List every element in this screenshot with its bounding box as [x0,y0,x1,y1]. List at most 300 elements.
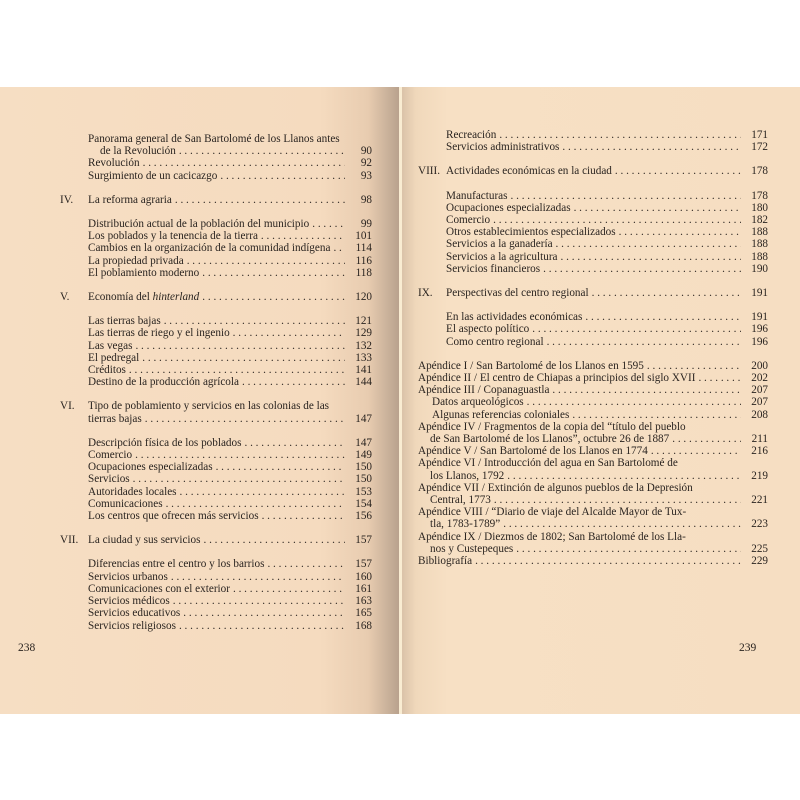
entry-title: Otros establecimientos especializados [446,226,616,239]
dot-leader [475,555,741,567]
entry-body [88,170,348,182]
toc-appendix-entry[interactable] [418,457,768,481]
entry-title-continued: los Llanos, 1792 [430,469,505,482]
entry-body [446,214,744,226]
dot-leader [543,263,741,275]
dot-leader [615,165,741,177]
dot-leader [129,364,345,376]
entry-body [446,323,744,335]
toc-section-entry[interactable] [60,595,372,607]
dot-leader [135,340,345,352]
entry-body [432,409,744,421]
entry-page-number: 160 [355,570,372,583]
entry-line [60,486,372,498]
entry-page-number: 191 [751,287,768,300]
dot-leader [516,543,741,555]
dot-leader [135,449,345,461]
entry-page-number: 229 [751,555,768,568]
toc-section-entry[interactable] [418,251,768,263]
entry-body [88,267,348,279]
dot-leader [164,315,345,327]
spacer [60,206,372,218]
chapter-number: IX. [418,287,433,300]
entry-title: Servicios médicos [88,595,170,608]
toc-section-entry[interactable] [418,129,768,141]
dot-leader [233,583,345,595]
entry-page-number: 114 [355,242,372,255]
dot-leader [527,396,741,408]
entry-title: El poblamiento moderno [88,266,200,279]
entry-title: Servicios financieros [446,262,541,275]
entry-page-number: 116 [355,254,372,267]
entry-title: Las tierras bajas [88,315,161,328]
entry-page-number: 92 [360,157,372,170]
entry-title: Distribución actual de la población del municipio [88,218,310,231]
entry-line [60,267,372,279]
entry-page-number: 216 [751,445,768,458]
dot-leader [142,352,345,364]
entry-page-number: 153 [355,485,372,498]
entry-line [60,437,372,449]
entry-body [430,433,744,445]
entry-page-number: 211 [751,433,768,446]
entry-title-italic: hinterland [152,291,200,304]
entry-title: Créditos [88,364,126,377]
toc-section-entry[interactable] [418,214,768,226]
spacer [60,522,372,534]
entry-page-number: 133 [355,351,372,364]
dot-leader [574,202,741,214]
toc-appendix-entry[interactable] [418,482,768,506]
entry-line [60,340,372,352]
left-page [0,87,400,714]
toc-section-entry[interactable] [60,267,372,279]
entry-line [418,129,768,141]
toc-appendix-entry[interactable] [418,531,768,555]
dot-leader [202,267,345,279]
entry-title: Cambios en la organización de la comunidad indígena [88,242,331,255]
entry-page-number: 144 [355,376,372,389]
entry-line [418,263,768,275]
entry-title: Datos arqueológicos [432,396,524,409]
dot-leader [552,384,741,396]
entry-body [88,607,348,619]
entry-body [88,473,348,485]
entry-body [430,518,744,530]
entry-title: Algunas referencias coloniales [432,408,570,421]
entry-title: Revolución [88,157,140,170]
toc-section-entry[interactable] [60,364,372,376]
chapter-number: V. [60,291,70,304]
entry-body [446,263,744,275]
entry-line [60,194,372,206]
toc-section-entry[interactable] [60,315,372,327]
dot-leader [267,558,345,570]
entry-line [60,157,372,169]
entry-title: Descripción física de los poblados [88,436,242,449]
dot-leader [166,498,345,510]
entry-title: Servicios a la agricultura [446,250,558,263]
dot-leader [698,372,741,384]
entry-body [430,494,744,506]
entry-title-continued: tierras bajas [88,412,142,425]
entry-line [60,364,372,376]
entry-page-number: 223 [751,518,768,531]
entry-body [88,498,348,510]
entry-body [88,437,348,449]
toc-section-entry[interactable] [60,620,372,632]
entry-title-continued: tla, 1783-1789” [430,518,501,531]
entry-title-continued: Central, 1773 [430,494,491,507]
toc-section-entry[interactable] [60,583,372,595]
entry-line [418,482,768,494]
dot-leader [179,145,345,157]
entry-title: Apéndice IX / Diezmos de 1802; San Bartolomé de los Lla- [418,530,686,543]
entry-page-number: 118 [355,266,372,279]
toc-section-entry[interactable] [60,340,372,352]
entry-body [88,230,348,242]
toc-section-entry[interactable] [60,571,372,583]
entry-page-number: 221 [751,494,768,507]
entry-line [418,238,768,250]
entry-page-number: 188 [751,250,768,263]
entry-line [60,327,372,339]
toc-section-entry[interactable] [60,157,372,169]
entry-page-number: 129 [355,327,372,340]
entry-line [418,202,768,214]
toc-section-entry[interactable] [418,238,768,250]
dot-leader [547,336,741,348]
entry-body [88,315,348,327]
entry-line [60,558,372,570]
dot-leader [619,226,741,238]
toc-section-entry[interactable] [60,510,372,522]
toc-section-entry[interactable] [60,449,372,461]
entry-title: Recreación [446,129,497,141]
toc-chapter-entry[interactable] [60,534,372,546]
entry-body [418,445,744,457]
entry-page-number: 157 [355,534,372,547]
entry-body [88,291,348,303]
entry-body [88,534,348,546]
entry-line [418,287,768,299]
dot-leader [203,534,345,546]
entry-body [88,413,348,425]
table-of-contents-right [418,129,768,567]
entry-page-number: 182 [751,214,768,227]
entry-body [430,543,744,555]
entry-body [88,461,348,473]
entry-line [60,413,372,425]
entry-title: Apéndice I / San Bartolomé de los Llanos en 1595 [418,359,644,372]
toc-chapter-entry[interactable] [60,194,372,206]
entry-line [60,473,372,485]
dot-leader [187,255,345,267]
entry-body [88,194,348,206]
toc-section-entry[interactable] [60,473,372,485]
toc-section-entry[interactable] [418,336,768,348]
entry-line [418,531,768,543]
toc-chapter-entry[interactable] [418,165,768,177]
spacer [60,182,372,194]
spacer [418,275,768,287]
toc-section-entry[interactable] [418,226,768,238]
entry-page-number: 202 [751,372,768,385]
entry-line [418,506,768,518]
toc-section-entry[interactable] [60,170,372,182]
toc-section-entry[interactable] [60,218,372,230]
dot-leader [180,486,345,498]
entry-line [60,510,372,522]
entry-line [418,141,768,153]
entry-page-number: 120 [355,291,372,304]
entry-title: Comercio [88,449,133,462]
entry-body [88,340,348,352]
toc-section-entry[interactable] [60,376,372,388]
entry-page-number: 191 [751,311,768,324]
entry-title: La reforma agraria [88,193,172,206]
entry-page-number: 157 [355,558,372,571]
entry-title: Servicios administrativos [446,141,560,154]
entry-title: Servicios religiosos [88,619,176,632]
toc-appendix-entry[interactable] [418,421,768,445]
entry-title: La ciudad y sus servicios [88,534,201,547]
dot-leader [261,230,345,242]
entry-line [60,218,372,230]
entry-title: Apéndice VI / Introducción del agua en San Bartolomé de [418,457,678,470]
dot-leader [202,291,345,303]
entry-title: Comunicaciones [88,497,163,510]
dot-leader [499,129,741,141]
entry-line [60,352,372,364]
dot-leader [133,473,345,485]
entry-body [88,157,348,169]
entry-body [418,555,744,567]
entry-title: En las actividades económicas [446,311,583,324]
toc-section-entry[interactable] [418,141,768,153]
entry-body [446,311,744,323]
toc-section-entry[interactable] [418,311,768,323]
entry-title: Como centro regional [446,335,544,348]
toc-chapter-entry[interactable] [60,291,372,303]
entry-title: El pedregal [88,351,140,364]
entry-body [446,287,744,299]
entry-body [446,251,744,263]
entry-title: Economía del [88,291,150,304]
entry-page-number: 178 [751,189,768,202]
dot-leader [672,433,741,445]
dot-leader [651,445,741,457]
entry-line [60,291,372,303]
entry-page-number: 188 [751,226,768,239]
entry-body [88,558,348,570]
entry-line [60,498,372,510]
open-book [0,87,800,714]
entry-body [418,372,744,384]
entry-title: Servicios educativos [88,607,181,620]
dot-leader [233,327,345,339]
toc-section-entry[interactable] [60,230,372,242]
toc-appendix-entry[interactable] [418,396,768,408]
spacer [418,348,768,360]
entry-line [418,457,768,469]
entry-line [60,583,372,595]
toc-section-entry[interactable] [418,190,768,202]
entry-page-number: 93 [360,169,372,182]
table-of-contents-left [60,133,372,632]
entry-title: Servicios urbanos [88,570,168,583]
toc-section-entry[interactable] [60,461,372,473]
entry-page-number: 99 [360,218,372,231]
toc-section-entry[interactable] [60,486,372,498]
entry-title: Apéndice IV / Fragmentos de la copia del “título del pueblo [418,420,686,433]
entry-title: La propiedad privada [88,254,184,267]
entry-page-number: 90 [360,145,372,158]
entry-title: Panorama general de San Bartolomé de los Llanos antes [88,133,340,145]
entry-line [418,470,768,482]
dot-leader [592,287,741,299]
entry-page-number: 165 [355,607,372,620]
toc-section-entry[interactable] [60,133,372,157]
dot-leader [333,242,345,254]
book-gutter [399,87,402,714]
toc-appendix-entry[interactable] [418,360,768,372]
toc-chapter-entry[interactable] [60,400,372,424]
entry-body [88,571,348,583]
entry-line [418,323,768,335]
toc-appendix-entry[interactable] [418,506,768,530]
entry-body [88,242,348,254]
spacer [60,388,372,400]
entry-line [60,449,372,461]
entry-title: Apéndice II / El centro de Chiapas a principios del siglo XVII [418,372,696,385]
entry-title: Apéndice III / Copanaguastla [418,384,550,397]
entry-line [418,190,768,202]
entry-title: Servicios [88,473,130,486]
entry-line [60,620,372,632]
entry-title: Las tierras de riego y el ingenio [88,327,230,340]
entry-page-number: 147 [355,412,372,425]
entry-title: Apéndice VIII / “Diario de viaje del Alcalde Mayor de Tux- [418,506,687,519]
entry-line [418,518,768,530]
entry-line [418,555,768,567]
entry-line [418,360,768,372]
dot-leader [572,409,741,421]
entry-page-number: 208 [751,408,768,421]
spacer [418,153,768,165]
toc-appendix-entry[interactable] [418,555,768,567]
entry-line [418,421,768,433]
entry-body [88,218,348,230]
entry-page-number: 101 [355,230,372,243]
toc-section-entry[interactable] [418,202,768,214]
entry-page-number: 200 [751,359,768,372]
entry-page-number: 161 [355,582,372,595]
entry-page-number: 188 [751,238,768,251]
entry-body [446,202,744,214]
dot-leader [556,238,741,250]
toc-section-entry[interactable] [60,607,372,619]
entry-title: Destino de la producción agrícola [88,376,239,389]
toc-section-entry[interactable] [60,327,372,339]
entry-line [60,145,372,157]
entry-line [418,372,768,384]
toc-section-entry[interactable] [60,498,372,510]
toc-section-entry[interactable] [60,558,372,570]
entry-body [430,470,744,482]
entry-title: Surgimiento de un cacicazgo [88,169,218,182]
chapter-number: VIII. [418,165,441,178]
toc-section-entry[interactable] [60,255,372,267]
entry-body [418,360,744,372]
entry-page-number: 196 [751,335,768,348]
dot-leader [647,360,741,372]
dot-leader [145,413,345,425]
entry-body [88,510,348,522]
entry-body [446,336,744,348]
entry-page-number: 225 [751,542,768,555]
entry-title: Actividades económicas en la ciudad [446,165,612,178]
entry-line [60,230,372,242]
dot-leader [503,518,741,530]
entry-body [446,141,744,153]
entry-page-number: 171 [751,129,768,141]
page-number: 239 [739,642,757,654]
toc-section-entry[interactable] [418,323,768,335]
entry-title: Perspectivas del centro regional [446,287,589,300]
entry-page-number: 156 [355,510,372,523]
entry-page-number: 98 [360,193,372,206]
entry-page-number: 121 [355,315,372,328]
entry-line [418,384,768,396]
entry-page-number: 132 [355,339,372,352]
dot-leader [183,607,345,619]
toc-section-entry[interactable] [60,352,372,364]
dot-leader [242,376,345,388]
entry-title: Manufacturas [446,189,508,202]
page-number: 238 [18,642,36,654]
entry-line [418,165,768,177]
entry-body [100,145,348,157]
entry-line [418,433,768,445]
entry-line [60,315,372,327]
toc-chapter-entry[interactable] [418,287,768,299]
entry-body [446,238,744,250]
toc-section-entry[interactable] [418,263,768,275]
entry-line [418,214,768,226]
toc-section-entry[interactable] [60,242,372,254]
toc-appendix-entry[interactable] [418,409,768,421]
entry-body [88,583,348,595]
entry-line [418,311,768,323]
entry-title: Ocupaciones especializadas [446,201,571,214]
dot-leader [493,214,741,226]
dot-leader [494,494,741,506]
entry-line [60,376,372,388]
entry-page-number: 178 [751,165,768,178]
toc-section-entry[interactable] [60,437,372,449]
entry-title: Apéndice V / San Bartolomé de los Llanos en 1774 [418,445,648,458]
entry-page-number: 150 [355,473,372,486]
dot-leader [175,194,345,206]
toc-appendix-entry[interactable] [418,445,768,457]
toc-appendix-entry[interactable] [418,372,768,384]
entry-body [88,327,348,339]
toc-appendix-entry[interactable] [418,384,768,396]
entry-line [60,133,372,145]
entry-body [88,449,348,461]
entry-line [60,255,372,267]
